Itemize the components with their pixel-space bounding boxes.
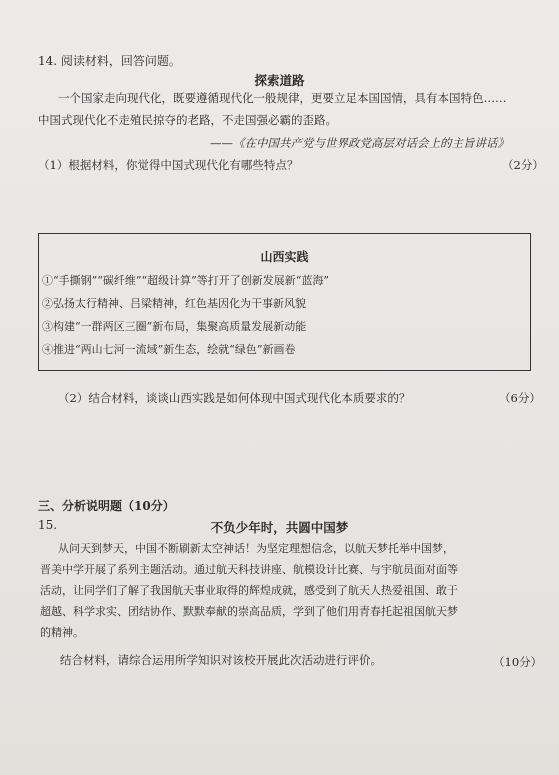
material-text-line-1: 一个国家走向现代化，既要遵循现代化一般规律，更要立足本国国情，具有本国特色…… bbox=[58, 91, 507, 105]
sub-question-1: （1）根据材料，你觉得中国式现代化有哪些特点？ bbox=[38, 158, 299, 172]
sub-question-2-score: （6分） bbox=[499, 391, 541, 405]
q15-prompt: 结合材料，请综合运用所学知识对该校开展此次活动进行评价。 bbox=[60, 653, 382, 667]
q15-text-line-1: 从问天到梦天，中国不断刷新太空神话！为坚定理想信念，以航天梦托举中国梦， bbox=[58, 542, 454, 555]
box-item-1: ①“手撕钢”“碳纤维”“超级计算”等打开了创新发展新“蓝海” bbox=[42, 274, 329, 287]
material-text-line-2: 中国式现代化不走殖民掠夺的老路，不走国强必霸的歪路。 bbox=[38, 113, 337, 127]
box-title: 山西实践 bbox=[260, 250, 309, 264]
question-15-title: 不负少年时，共圆中国梦 bbox=[210, 520, 349, 535]
q15-text-line-2: 晋美中学开展了系列主题活动。通过航天科技讲座、航模设计比赛、与宇航员面对面等 bbox=[40, 563, 458, 576]
q15-text-line-5: 的精神。 bbox=[40, 626, 84, 639]
box-item-3: ③构建“一群两区三圈”新布局，集聚高质量发展新动能 bbox=[42, 320, 307, 333]
sub-question-1-score: （2分） bbox=[502, 158, 544, 172]
box-item-4: ④推进“两山七河一流域”新生态，绘就“绿色”新画卷 bbox=[42, 343, 296, 356]
material-source: ——《在中国共产党与世界政党高层对话会上的主旨讲话》 bbox=[210, 136, 509, 150]
question-14-number: 14. 阅读材料，回答问题。 bbox=[38, 54, 181, 68]
section-3-heading: 三、分析说明题（10分） bbox=[38, 499, 175, 513]
box-item-2: ②弘扬太行精神、吕梁精神，红色基因化为干事新风貌 bbox=[42, 297, 306, 310]
q15-score: （10分） bbox=[493, 655, 543, 669]
question-15-number: 15. bbox=[38, 518, 58, 532]
q15-text-line-4: 超越、科学求实、团结协作、默默奉献的崇高品质，学到了他们用青春托起祖国航天梦 bbox=[40, 605, 458, 618]
material-title: 探索道路 bbox=[254, 73, 305, 88]
shanxi-practice-box bbox=[38, 233, 531, 371]
sub-question-2: （2）结合材料，谈谈山西实践是如何体现中国式现代化本质要求的？ bbox=[58, 391, 411, 405]
q15-text-line-3: 活动，让同学们了解了我国航天事业取得的辉煌成就，感受到了航天人热爱祖国、敢于 bbox=[40, 584, 458, 597]
